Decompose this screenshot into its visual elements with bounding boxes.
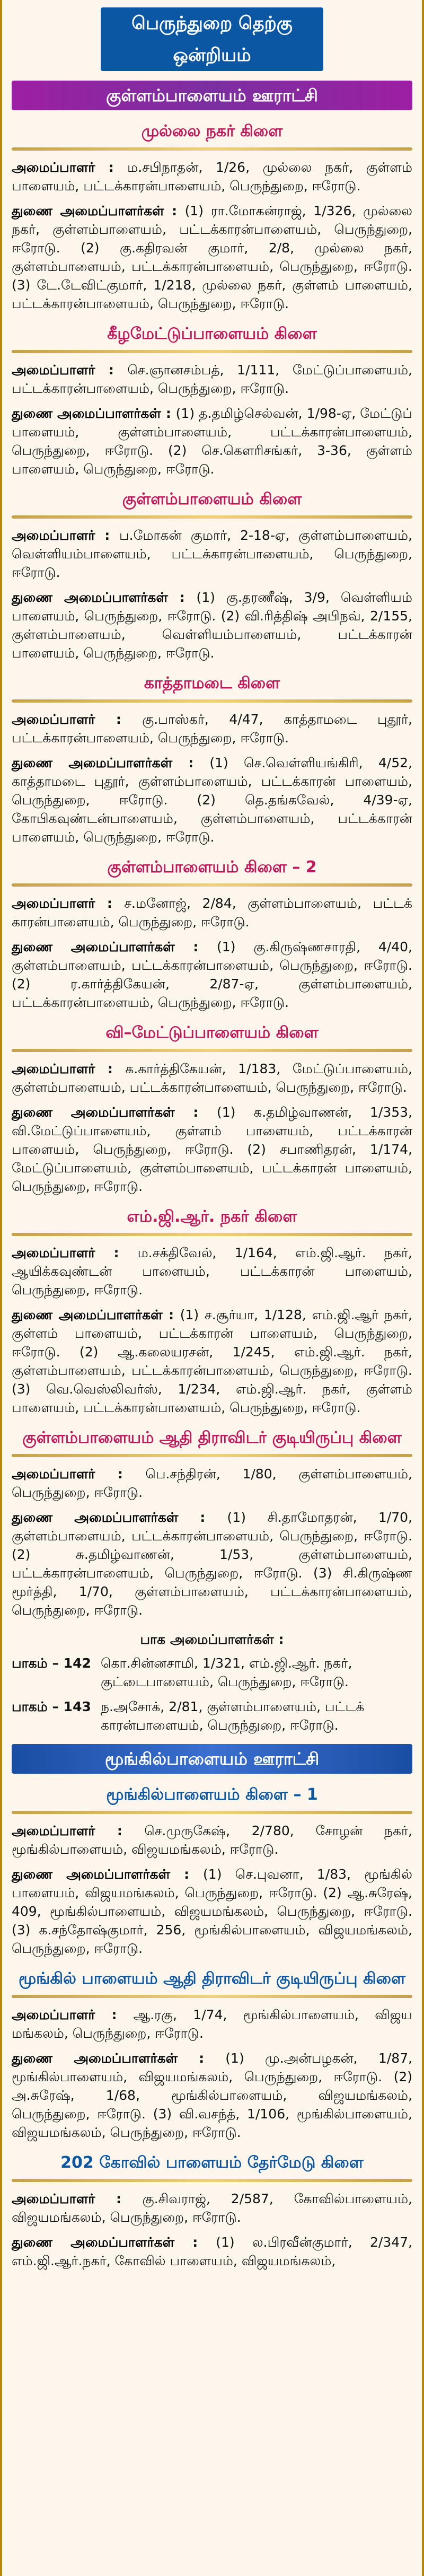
entry-text: (1) செ.புவனா, 1/83, மூங்கில் பாளையம், விஜயமங்கலம், பெருந்துறை, ஈரோடு. (2) ஆ.சுரேஷ், 409, மூங்கில்பாளையம், விஜயமங்கலம், பெருந்துறை, ஈரோடு. (3) க.சந்தோஷ்குமார், 256, மூங்கில்பாளையம், விஜயமங்கலம், பெருந்துறை, ஈரோடு. xyxy=(12,1867,412,1956)
branch-title: மூங்கில்பாளையம் கிளை – 1 xyxy=(106,1785,318,1804)
entry-label: அமைப்பாளர் xyxy=(12,160,95,175)
secretary-entry xyxy=(12,1059,412,1097)
entry-text: (1) ரா.மோகன்ராஜ், 1/326, முல்லை நகர், குள்ளம்பாளையம், பட்டக்காரன்பாளையம், பெருந்துறை, ஈரோடு. (2) கு.கதிரவன் குமார், 2/8, முல்லை நகர், குள்ளம்பாளையம், பட்டக்காரன்பாளையம், பெருந்துறை, ஈரோடு. (3) டே.டேவிட்குமார், 1/218, முல்லை நகர், குள்ளம் பாளையம், பட்டக்காரன்பாளையம், பெருந்துறை, ஈரோடு. xyxy=(12,203,413,311)
secretary-entry xyxy=(12,894,412,931)
secretary-entry xyxy=(12,526,412,582)
page-title: பெருந்துறை தெற்கு ஒன்றியம் xyxy=(101,7,323,71)
entry-label: அமைப்பாளர் xyxy=(12,1823,95,1838)
ward-text: ந.அசோக், 2/81, குள்ளம்பாளையம், பட்டக் காரன்பாளையம், பெருந்துறை, ஈரோடு. xyxy=(101,1699,365,1733)
label-separator: : xyxy=(95,2191,143,2206)
divider xyxy=(12,1811,412,1814)
entry-text: (1) த.தமிழ்செல்வன், 1/98-ஏ, மேட்டுப் பாளையம், குள்ளம்பாளையம், பட்டக்காரன்பாளையம், பெருந்துறை, ஈரோடு. (2) செ.கௌரிசங்கர், 3-36, குள்ளம் பாளையம், பெருந்துறை, ஈரோடு. xyxy=(12,406,412,477)
entry-text: பெ.சந்திரன், 1/80, குள்ளம்பாளையம், பெருந்துறை, ஈரோடு. xyxy=(12,1466,412,1500)
deputy-entry xyxy=(12,2049,412,2142)
entry-text: (1) செ.வெள்ளியங்கிரி, 4/52, காத்தாமடை புதூர், குள்ளம்பாளையம், பட்டக்காரன் பாளையம், பெருந்துறை, ஈரோடு. (2) தெ.தங்கவேல், 4/39-ஏ, கோபிகவுண்டன்பாளையம், குள்ளம்பாளையம், பட்டக்காரன் பாளையம், பெருந்துறை, ஈரோடு. xyxy=(12,755,412,845)
deputy-entry xyxy=(12,2233,412,2270)
ward-text: கொ.சின்னசாமி, 1/321, எம்.ஜி.ஆர். நகர், குட்டைபாளையம், பெருந்துறை, ஈரோடு. xyxy=(101,1655,352,1689)
label-separator: : xyxy=(178,2051,226,2066)
divider xyxy=(12,2179,412,2182)
branch-title: எம்.ஜி.ஆர். நகர் கிளை xyxy=(127,1207,297,1226)
divider xyxy=(12,350,412,353)
secretary-entry xyxy=(12,2005,412,2043)
wards-heading: பாக அமைப்பாளர்கள் : xyxy=(140,1632,284,1647)
ward-label: பாகம் – 143 xyxy=(12,1699,91,1714)
ward-row xyxy=(12,1654,412,1691)
entry-label: துணை அமைப்பாளர்கள் xyxy=(12,2235,175,2250)
label-separator: : xyxy=(95,1466,146,1482)
entry-label: அமைப்பாளர் xyxy=(12,2191,95,2206)
label-separator: : xyxy=(95,1823,145,1838)
section-band: மூங்கில்பாளையம் ஊராட்சி xyxy=(12,1744,412,1774)
branch-title: குள்ளம்பாளையம் கிளை xyxy=(122,490,302,509)
divider xyxy=(12,1233,412,1236)
entry-label: துணை அமைப்பாளர்கள் xyxy=(12,1867,171,1882)
ward-row xyxy=(12,1697,412,1734)
entry-text: (1) க.தமிழ்வாணன், 1/353, வி.மேட்டுப்பாளையம், குள்ளம் பாளையம், பட்டக்காரன் பாளையம், பெருந்துறை, ஈரோடு. (2) சபாணிதரன், 1/174, மேட்டுப்பாளையம், குள்ளம்பாளையம், பட்டக்காரன் பாளையம், பெருந்துறை, ஈரோடு. xyxy=(12,1105,412,1194)
label-separator: : xyxy=(95,896,125,911)
deputy-entry xyxy=(12,1508,412,1619)
entry-text: (1) மு.அன்பழகன், 1/87, மூங்கில்பாளையம், விஜயமங்கலம், பெருந்துறை, ஈரோடு. (2) அ.சுரேஷ், 1/68, மூங்கில்பாளையம், விஜயமங்கலம், பெருந்துறை, ஈரோடு. (3) வி.வசந்த், 1/106, மூங்கில்பாளையம், விஜயமங்கலம், பெருந்துறை, ஈரோடு. xyxy=(12,2051,413,2140)
branch-title: குள்ளம்பாளையம் கிளை – 2 xyxy=(107,858,317,877)
deputy-entry xyxy=(12,404,412,478)
label-separator: : xyxy=(172,755,210,770)
secretary-entry xyxy=(12,361,412,398)
entry-label: துணை அமைப்பாளர்கள் xyxy=(12,939,175,954)
label-separator: : xyxy=(95,362,128,378)
entry-text: (1) கு.தரணீஷ், 3/9, வெள்ளியம் பாளையம், பெருந்துறை, ஈரோடு. (2) வி.ரித்திஷ் அபிநவ், 2/155, குள்ளம்பாளையம், வெள்ளியம்பாளையம், பட்டக்காரன் பாளையம், பெருந்துறை, ஈரோடு. xyxy=(12,590,412,661)
label-separator: : xyxy=(95,1061,126,1076)
deputy-entry xyxy=(12,588,412,662)
entry-label: துணை அமைப்பாளர்கள் xyxy=(12,1105,175,1120)
branch-title: 202 கோவில் பாளையம் தேர்மேடு கிளை xyxy=(60,2153,364,2172)
label-separator: : xyxy=(95,2007,134,2022)
entry-label: அமைப்பாளர் xyxy=(12,1466,95,1482)
entry-label: துணை அமைப்பாளர்கள் xyxy=(12,755,173,770)
deputy-entry xyxy=(12,753,412,846)
ward-label: பாகம் – 142 xyxy=(12,1655,91,1671)
entry-label: அமைப்பாளர் xyxy=(12,1245,95,1260)
label-separator: : xyxy=(178,1510,227,1525)
entry-label: துணை அமைப்பாளர்கள் xyxy=(12,406,161,421)
branch-title: முல்லை நகர் கிளை xyxy=(141,122,283,141)
branch-title: காத்தாமடை கிளை xyxy=(144,674,280,693)
content xyxy=(12,81,412,2270)
label-separator: : xyxy=(170,1867,204,1882)
deputy-entry xyxy=(12,1865,412,1958)
label-separator: : xyxy=(95,1245,138,1260)
entry-text: (1) கு.கிருஷ்ணசாரதி, 4/40, குள்ளம்பாளையம், பட்டக்காரன்பாளையம், பெருந்துறை, ஈரோடு. (2) ர.கார்த்திகேயன், 2/87-ஏ, குள்ளம்பாளையம், பட்டக்காரன்பாளையம், பெருந்துறை, ஈரோடு. xyxy=(12,939,412,1010)
entry-text: ப.மோகன் குமார், 2-18-ஏ, குள்ளம்பாளையம், வெள்ளியம்பாளையம், பட்டக்காரன்பாளையம், பெருந்துறை, ஈரோடு. xyxy=(12,528,412,580)
entry-label: துணை அமைப்பாளர்கள் xyxy=(12,2051,178,2066)
secretary-entry xyxy=(12,1821,412,1859)
divider xyxy=(12,1454,412,1457)
deputy-entry xyxy=(12,201,412,313)
entry-text: ம.சக்திவேல், 1/164, எம்.ஜி.ஆர். நகர், ஆயிக்கவுண்டன் பாளையம், பட்டக்காரன் பாளையம், பெருந்துறை, ஈரோடு. xyxy=(12,1245,412,1298)
entry-text: (1) ல.பிரவீன்குமார், 2/347, எம்.ஜி.ஆர்.நகர், கோவில் பாளையம், விஜயமங்கலம், xyxy=(12,2235,412,2268)
divider xyxy=(12,147,412,151)
section-band: குள்ளம்பாளையம் ஊராட்சி xyxy=(12,81,412,110)
secretary-entry xyxy=(12,158,412,195)
deputy-entry xyxy=(12,1305,412,1417)
entry-label: துணை அமைப்பாளர்கள் xyxy=(12,203,164,218)
label-separator: : xyxy=(95,712,143,727)
entry-text: (1) சி.தாமோதரன், 1/70, குள்ளம்பாளையம், பட்டக்காரன்பாளையம், பெருந்துறை, ஈரோடு. (2) சு.தமிழ்வாணன், 1/53, குள்ளம்பாளையம், பட்டக்காரன்பாளையம், பெருந்துறை, ஈரோடு. (3) சி.கிருஷ்ண மூர்த்தி, 1/70, குள்ளம்பாளையம், பட்டக்காரன்பாளையம், பெருந்துறை, ஈரோடு. xyxy=(12,1510,412,1618)
entry-text: கு.பாஸ்கர், 4/47, காத்தாமடை புதூர், பட்டக்காரன்பாளையம், பெருந்துறை, ஈரோடு. xyxy=(12,712,412,746)
entry-label: அமைப்பாளர் xyxy=(12,712,95,727)
label-separator: : xyxy=(167,590,197,605)
label-separator: : xyxy=(95,160,128,175)
entry-text: ம.சபிநாதன், 1/26, முல்லை நகர், குள்ளம் பாளையம், பட்டக்காரன்பாளையம், பெருந்துறை, ஈரோடு. xyxy=(12,160,412,194)
deputy-entry xyxy=(12,1103,412,1196)
secretary-entry xyxy=(12,710,412,747)
entry-label: அமைப்பாளர் xyxy=(12,1061,95,1076)
entry-text: ஆ.ரகு, 1/74, மூங்கில்பாளையம், விஜய மங்கலம், பெருந்துறை, ஈரோடு. xyxy=(12,2007,412,2041)
entry-text: செ.முருகேஷ், 2/780, சோழன் நகர், மூங்கில்பாளையம், விஜயமங்கலம், ஈரோடு. xyxy=(12,1823,413,1857)
divider xyxy=(12,883,412,887)
label-separator: : xyxy=(174,939,217,954)
divider xyxy=(12,1995,412,1998)
secretary-entry xyxy=(12,2189,412,2227)
label-separator: : xyxy=(95,528,120,543)
entry-label: அமைப்பாளர் xyxy=(12,2007,95,2022)
branch-title: மூங்கில் பாளையம் ஆதி திராவிடர் குடியிருப்பு கிளை xyxy=(18,1969,406,1988)
label-separator: : xyxy=(161,406,176,421)
entry-text: ச.மனோஜ், 2/84, குள்ளம்பாளையம், பட்டக் காரன்பாளையம், பெருந்துறை, ஈரோடு. xyxy=(12,896,413,930)
entry-text: கு.சிவராஜ், 2/587, கோவில்பாளையம், விஜயமங்கலம், பெருந்துறை, ஈரோடு. xyxy=(12,2191,413,2225)
secretary-entry xyxy=(12,1243,412,1299)
entry-text: செ.ஞானசம்பத், 1/111, மேட்டுப்பாளையம், பட்டக்காரன்பாளையம், பெருந்துறை, ஈரோடு. xyxy=(12,362,413,396)
secretary-entry xyxy=(12,1465,412,1502)
label-separator: : xyxy=(174,1105,217,1120)
entry-label: துணை அமைப்பாளர்கள் xyxy=(12,590,168,605)
deputy-entry xyxy=(12,937,412,1012)
divider xyxy=(12,1049,412,1052)
branch-title: கீழமேட்டுப்பாளையம் கிளை xyxy=(107,325,317,343)
entry-label: துணை அமைப்பாளர்கள் xyxy=(12,1510,179,1525)
divider xyxy=(12,515,412,519)
label-separator: : xyxy=(174,2235,216,2250)
label-separator: : xyxy=(164,203,185,218)
entry-text: (1) ச.சூர்யா, 1/128, எம்.ஜி.ஆர் நகர், குள்ளம் பாளையம், பட்டக்காரன் பாளையம், பெருந்துறை, ஈரோடு. (2) ஆ.கலையரசன், 1/245, எம்.ஜி.ஆர். நகர், குள்ளம்பாளையம், பட்டக்காரன்பாளையம், பெருந்துறை, ஈரோடு. (3) வெ.வெஸ்லிவர்ஸ், 1/234, எம்.ஜி.ஆர். நகர், குள்ளம் பாளையம், பட்டக்காரன்பாளையம், பெருந்துறை, ஈரோடு. xyxy=(12,1307,412,1415)
branch-title: வி–மேட்டுப்பாளையம் கிளை xyxy=(105,1023,319,1042)
entry-label: துணை அமைப்பாளர்கள் xyxy=(12,1307,163,1322)
divider xyxy=(12,699,412,703)
entry-text: க.கார்த்திகேயன், 1/183, மேட்டுப்பாளையம், குள்ளம்பாளையம், பட்டக்காரன்பாளையம், பெருந்துறை, ஈரோடு. xyxy=(12,1061,412,1095)
entry-label: அமைப்பாளர் xyxy=(12,528,95,543)
entry-label: அமைப்பாளர் xyxy=(12,362,95,378)
label-separator: : xyxy=(162,1307,180,1322)
branch-title: குள்ளம்பாளையம் ஆதி திராவிடர் குடியிருப்பு கிளை xyxy=(22,1429,402,1447)
entry-label: அமைப்பாளர் xyxy=(12,896,95,911)
